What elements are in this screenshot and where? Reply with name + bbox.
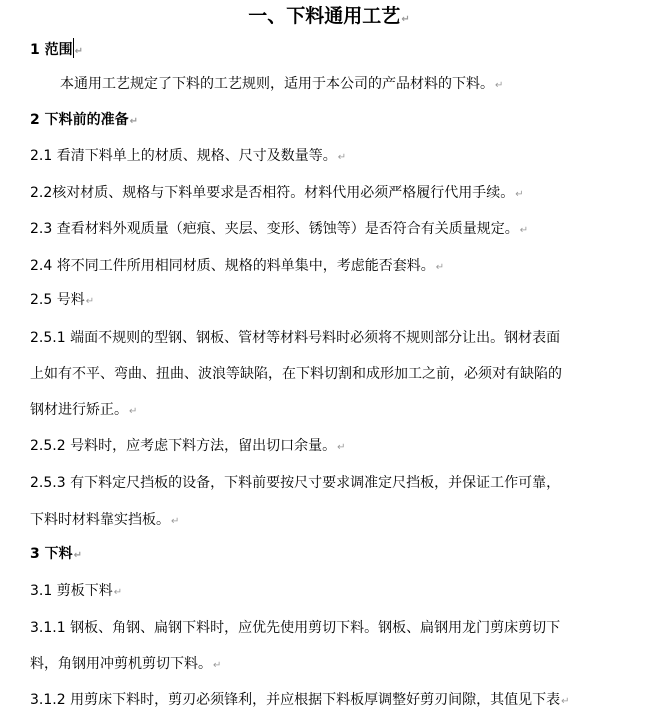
line-text: 2.1 看清下料单上的材质、规格、尺寸及数量等。 [30,148,337,164]
line-text: 2.5 号料 [30,292,85,308]
line-text: 2 下料前的准备 [30,112,129,128]
line-text: 3.1.2 用剪床下料时，剪刃必须锋利，并应根据下料板厚调整好剪刃间隙，其值见下表 [30,692,561,708]
paragraph-line [60,75,503,95]
paragraph-line [30,511,179,531]
line-text: 3.1.1 钢板、角钢、扁钢下料时，应优先使用剪切下料。钢板、扁钢用龙门剪床剪切下 [30,620,561,636]
line-text: 2.3 查看材料外观质量（疤痕、夹层、变形、锈蚀等）是否符合有关质量规定。 [30,221,519,237]
text-cursor [73,38,74,58]
line-text: 上如有不平、弯曲、扭曲、波浪等缺陷，在下料切割和成形加工之前，必须对有缺陷的 [30,366,562,382]
paragraph-line [30,582,122,602]
paragraph-line [30,329,560,347]
paragraph-mark-icon: ↵ [337,442,346,453]
section-heading [30,38,83,61]
paragraph-line [30,655,221,675]
line-text: 本通用工艺规定了下料的工艺规则，适用于本公司的产品材料的下料。 [60,76,494,92]
line-text: 2.5.1 端面不规则的型钢、钢板、管材等材料号料时必须将不规则部分让出。钢材表面 [30,330,561,346]
paragraph-mark-icon: ↵ [495,80,504,91]
section-heading [30,111,138,131]
paragraph-line [30,401,137,421]
line-text: 料，角钢用冲剪机剪切下料。 [30,656,212,672]
paragraph-mark-icon: ↵ [515,189,524,200]
title-text: 一、下料通用工艺 [248,5,401,27]
line-text: 2.5.2 号料时，应考虑下料方法，留出切口余量。 [30,438,337,454]
paragraph-line [30,474,560,492]
paragraph-mark-icon: ↵ [435,262,445,273]
paragraph-mark-icon: ↵ [171,516,180,527]
line-text: 1 范围 [30,42,73,58]
line-text: 下料时材料靠实挡板。 [30,512,170,528]
line-text: 2.2核对材质、规格与下料单要求是否相符。材料代用必须严格履行代用手续。 [30,185,515,201]
paragraph-mark-icon: ↵ [85,296,95,307]
paragraph-line [30,365,562,383]
section-heading [30,545,82,565]
paragraph-line [30,147,346,167]
paragraph-line [30,437,345,457]
paragraph-mark-icon: ↵ [337,152,347,163]
paragraph-mark-icon: ↵ [561,696,570,707]
line-text: 钢材进行矫正。 [30,402,128,418]
paragraph-line [30,257,444,277]
document-title [0,4,658,32]
paragraph-line [30,220,528,240]
paragraph-line [30,184,524,204]
line-text: 2.5.3 有下料定尺挡板的设备，下料前要按尺寸要求调准定尺挡板，并保证工作可靠， [30,475,561,491]
paragraph-mark-icon: ↵ [519,225,529,236]
paragraph-mark-icon: ↵ [401,14,410,25]
paragraph-mark-icon: ↵ [129,406,138,417]
paragraph-mark-icon: ↵ [73,550,83,561]
paragraph-line [30,291,94,311]
paragraph-mark-icon: ↵ [129,116,139,127]
paragraph-mark-icon: ↵ [213,660,222,671]
line-text: 2.4 将不同工件所用相同材质、规格的料单集中，考虑能否套料。 [30,258,435,274]
line-text: 3.1 剪板下料 [30,583,113,599]
paragraph-mark-icon: ↵ [74,46,84,57]
line-text: 3 下料 [30,546,73,562]
paragraph-mark-icon: ↵ [113,587,123,598]
paragraph-line [30,691,569,711]
paragraph-line [30,619,560,637]
